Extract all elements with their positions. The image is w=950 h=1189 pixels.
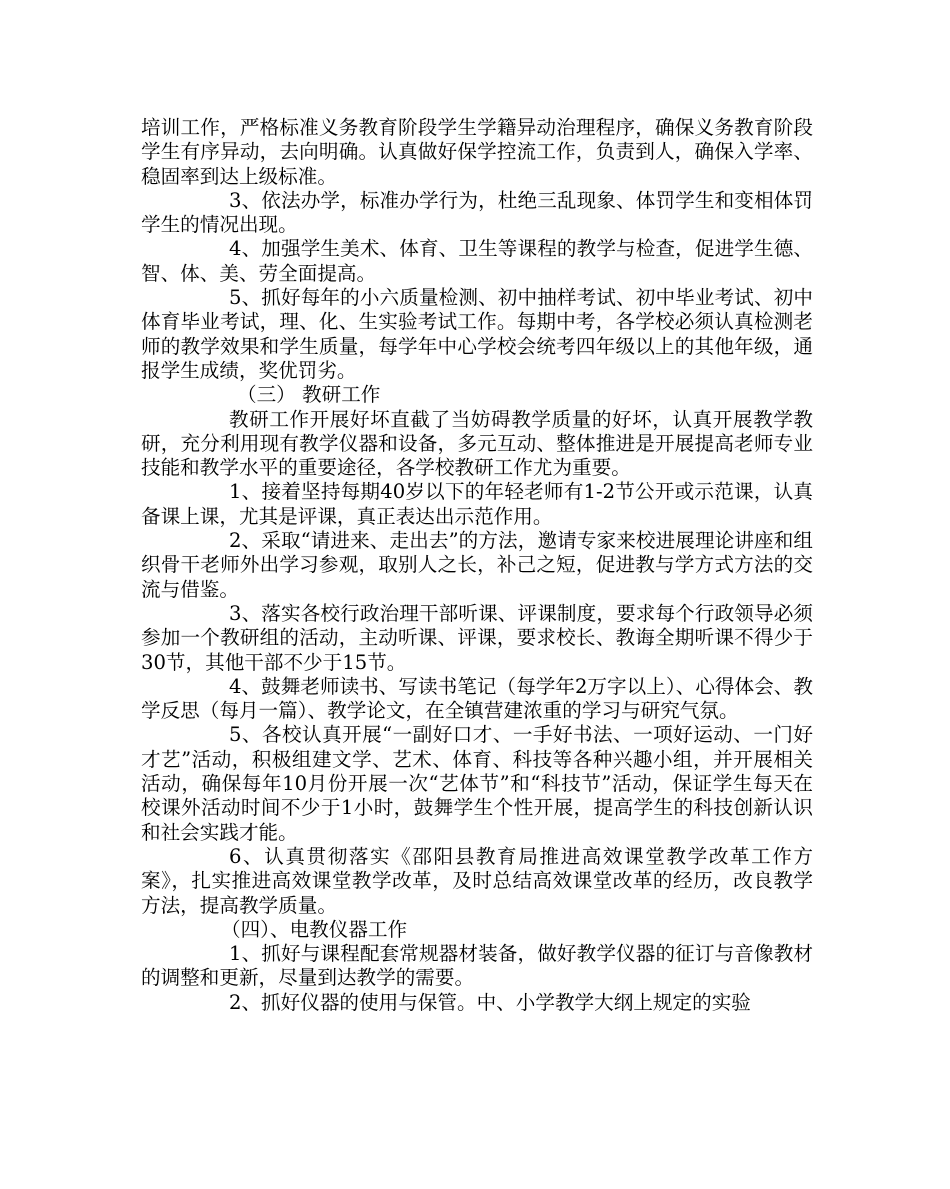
paragraph: 2、采取“请进来、走出去”的方法，邀请专家来校进展理论讲座和组织骨干老师外出学习参观，取别人之长，补己之短，促进教与学方式方法的交流与借鉴。	[141, 529, 813, 601]
paragraph: 教研工作开展好坏直截了当妨碍教学质量的好坏，认真开展教学教研，充分利用现有教学仪器和设备，多元互动、整体推进是开展提高老师专业技能和教学水平的重要途径，各学校教研工作尤为重要。	[141, 407, 813, 480]
paragraph: 4、鼓舞老师读书、写读书笔记（每学年2万字以上）、心得体会、教学反思（每月一篇）、教学论文，在全镇营建浓重的学习与研究气氛。	[141, 674, 813, 723]
paragraph: 1、抓好与课程配套常规器材装备，做好教学仪器的征订与音像教材的调整和更新，尽量到达教学的需要。	[141, 942, 813, 990]
paragraph: 3、落实各校行政治理干部听课、评课制度，要求每个行政领导必须参加一个教研组的活动，主动听课、评课，要求校长、教诲全期听课不得少于30节，其他干部不少于15节。	[141, 601, 813, 674]
paragraph: 3、依法办学，标准办学行为，杜绝三乱现象、体罚学生和变相体罚学生的情况出现。	[141, 188, 813, 237]
document-body	[141, 116, 813, 1015]
paragraph: 6、认真贯彻落实《邵阳县教育局推进高效课堂教学改革工作方案》，扎实推进高效课堂教学改革，及时总结高效课堂改革的经历，改良教学方法，提高教学质量。	[141, 844, 813, 917]
section-heading: （四）、电教仪器工作	[221, 917, 408, 941]
paragraph: 1、接着坚持每期40岁以下的年轻老师有1-2节公开或示范课，认真备课上课，尤其是评课，真正表达出示范作用。	[141, 480, 813, 528]
paragraph: 2、抓好仪器的使用与保管。中、小学教学大纲上规定的实验	[229, 990, 751, 1014]
paragraph: 4、加强学生美术、体育、卫生等课程的教学与检查，促进学生德、智、体、美、劳全面提高。	[141, 237, 813, 285]
paragraph: 5、各校认真开展“一副好口才、一手好书法、一项好运动、一门好才艺”活动，积极组建文学、艺术、体育、科技等各种兴趣小组，并开展相关活动，确保每年10月份开展一次“艺体节”和“科技节”活动，保证学生每天在校课外活动时间不少于1小时，鼓舞学生个性开展，提高学生的科技创新认识和社会实践才能。	[141, 723, 813, 844]
paragraph: 5、抓好每年的小六质量检测、初中抽样考试、初中毕业考试、初中体育毕业考试，理、化、生实验考试工作。每期中考，各学校必须认真检测老师的教学效果和学生质量，每学年中心学校会统考四年级以上的其他年级，通报学生成绩，奖优罚劣。	[141, 286, 813, 382]
paragraph: 培训工作，严格标准义务教育阶段学生学籍异动治理程序，确保义务教育阶段学生有序异动，去向明确。认真做好保学控流工作，负责到人，确保入学率、稳固率到达上级标准。	[141, 116, 813, 188]
section-heading: （三） 教研工作	[237, 383, 381, 407]
